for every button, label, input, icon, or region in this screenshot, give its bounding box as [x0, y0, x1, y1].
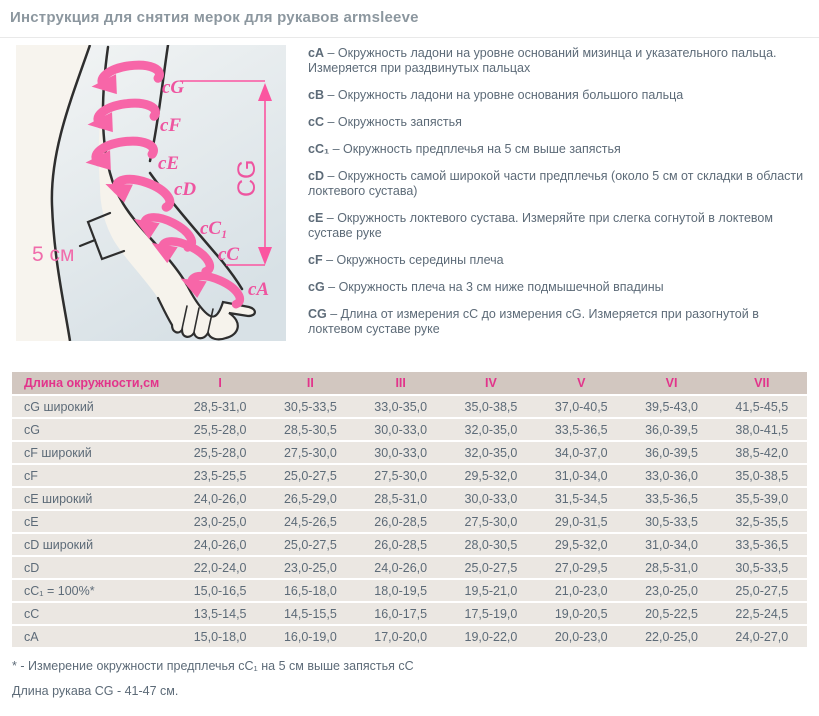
size-value: 22,0-25,0 — [626, 626, 716, 647]
row-label: cE — [12, 511, 175, 532]
size-value: 35,0-38,5 — [446, 396, 536, 417]
band-label-cD: cD — [174, 179, 197, 200]
band-label-cG: cG — [162, 77, 185, 98]
size-value: 31,5-34,5 — [536, 488, 626, 509]
size-value: 33,5-36,5 — [536, 419, 626, 440]
size-value: 17,5-19,0 — [446, 603, 536, 624]
size-value: 28,5-31,0 — [626, 557, 716, 578]
table-row — [12, 580, 807, 601]
band-label-cC1: cC₁ — [200, 218, 228, 239]
row-label: cA — [12, 626, 175, 647]
size-value: 13,5-14,5 — [175, 603, 265, 624]
measurement-description: cC₁ – Окружность предплечья на 5 см выше запястья — [308, 142, 621, 156]
size-value: 30,0-33,0 — [356, 442, 446, 463]
table-row — [12, 442, 807, 463]
size-value: 25,0-27,5 — [717, 580, 807, 601]
size-value: 27,5-30,0 — [265, 442, 355, 463]
size-value: 27,0-29,5 — [536, 557, 626, 578]
size-value: 30,5-33,5 — [265, 396, 355, 417]
row-label: cG — [12, 419, 175, 440]
measurement-code: cD — [308, 169, 324, 183]
size-value: 23,0-25,0 — [175, 511, 265, 532]
measurement-code: CG — [308, 307, 327, 321]
size-value: 28,0-30,5 — [446, 534, 536, 555]
size-column-header: V — [536, 372, 626, 394]
footnote-cc1: * - Измерение окружности предплечья cC₁ на 5 см выше запястья cC — [12, 659, 414, 673]
table-row — [12, 534, 807, 555]
size-value: 27,5-30,0 — [446, 511, 536, 532]
size-value: 36,0-39,5 — [626, 442, 716, 463]
measurement-description: cC – Окружность запястья — [308, 115, 462, 129]
size-value: 31,0-34,0 — [626, 534, 716, 555]
size-value: 26,0-28,5 — [356, 534, 446, 555]
measurement-description: cA – Окружность ладони на уровне оснований мизинца и указательного пальца. Измеряется при раздвинутых пальцах — [308, 46, 777, 75]
size-value: 35,5-39,0 — [717, 488, 807, 509]
size-column-header: IV — [446, 372, 536, 394]
size-value: 28,5-30,5 — [265, 419, 355, 440]
size-value: 24,5-26,5 — [265, 511, 355, 532]
size-value: 26,5-29,0 — [265, 488, 355, 509]
measurement-code: cB — [308, 88, 324, 102]
size-value: 18,0-19,5 — [356, 580, 446, 601]
size-value: 19,5-21,0 — [446, 580, 536, 601]
size-column-header: VI — [626, 372, 716, 394]
size-value: 23,0-25,0 — [626, 580, 716, 601]
cg-dimension-label: CG — [233, 159, 261, 197]
size-column-header: VII — [717, 372, 807, 394]
size-value: 32,0-35,0 — [446, 442, 536, 463]
measurement-code: cE — [308, 211, 324, 225]
arm-illustration-svg — [12, 45, 290, 341]
size-value: 19,0-20,5 — [536, 603, 626, 624]
band-label-cE: cE — [158, 153, 180, 174]
size-table — [12, 370, 807, 649]
band-label-cF: cF — [160, 115, 182, 136]
size-value: 30,5-33,5 — [626, 511, 716, 532]
size-value: 16,0-17,5 — [356, 603, 446, 624]
row-label: cD — [12, 557, 175, 578]
size-value: 39,5-43,0 — [626, 396, 716, 417]
measurement-description: cB – Окружность ладони на уровне основания большого пальца — [308, 88, 684, 102]
row-label: cD широкий — [12, 534, 175, 555]
size-column-header: I — [175, 372, 265, 394]
measure-column-header: Длина окружности,см — [12, 372, 175, 394]
size-column-header: III — [356, 372, 446, 394]
size-value: 33,5-36,5 — [717, 534, 807, 555]
measurement-description: cE – Окружность локтевого сустава. Измеряйте при слегка согнутой в локтевом суставе руке — [308, 211, 773, 240]
size-value: 24,0-27,0 — [717, 626, 807, 647]
size-table-body — [12, 396, 807, 647]
size-value: 24,0-26,0 — [175, 534, 265, 555]
table-row — [12, 603, 807, 624]
size-value: 29,5-32,0 — [446, 465, 536, 486]
instruction-section — [0, 38, 819, 365]
measurement-code: cC — [308, 115, 324, 129]
page-header — [0, 0, 819, 38]
size-value: 14,5-15,5 — [265, 603, 355, 624]
measurement-description: CG – Длина от измерения cC до измерения cG. Измеряется при разогнутой в локтевом суставе руке — [308, 307, 759, 336]
size-value: 17,0-20,0 — [356, 626, 446, 647]
size-value: 26,0-28,5 — [356, 511, 446, 532]
size-value: 23,5-25,5 — [175, 465, 265, 486]
size-value: 41,5-45,5 — [717, 396, 807, 417]
size-value: 36,0-39,5 — [626, 419, 716, 440]
footnotes — [12, 659, 807, 698]
size-value: 20,5-22,5 — [626, 603, 716, 624]
table-row — [12, 396, 807, 417]
size-value: 22,5-24,5 — [717, 603, 807, 624]
table-row — [12, 626, 807, 647]
measurement-descriptions — [290, 45, 807, 365]
size-value: 23,0-25,0 — [265, 557, 355, 578]
size-value: 15,0-18,0 — [175, 626, 265, 647]
size-value: 24,0-26,0 — [356, 557, 446, 578]
size-value: 30,0-33,0 — [356, 419, 446, 440]
size-value: 16,5-18,0 — [265, 580, 355, 601]
size-value: 35,0-38,5 — [717, 465, 807, 486]
measurement-code: cA — [308, 46, 324, 60]
size-value: 20,0-23,0 — [536, 626, 626, 647]
measurement-description: cG – Окружность плеча на 3 см ниже подмышечной впадины — [308, 280, 664, 294]
size-column-header: II — [265, 372, 355, 394]
size-value: 32,0-35,0 — [446, 419, 536, 440]
distance-note-label: 5 см — [32, 243, 75, 266]
size-value: 25,0-27,5 — [265, 465, 355, 486]
size-value: 24,0-26,0 — [175, 488, 265, 509]
row-label: cE широкий — [12, 488, 175, 509]
size-value: 25,0-27,5 — [265, 534, 355, 555]
size-value: 28,5-31,0 — [175, 396, 265, 417]
row-label: cG широкий — [12, 396, 175, 417]
size-value: 29,5-32,0 — [536, 534, 626, 555]
row-label: cF широкий — [12, 442, 175, 463]
measurement-code: cC₁ — [308, 142, 330, 156]
table-row — [12, 419, 807, 440]
size-value: 29,0-31,5 — [536, 511, 626, 532]
footnote-sleeve-length: Длина рукава CG - 41-47 см. — [12, 684, 179, 698]
size-value: 30,5-33,5 — [717, 557, 807, 578]
row-label: cF — [12, 465, 175, 486]
size-value: 33,0-36,0 — [626, 465, 716, 486]
size-value: 25,5-28,0 — [175, 419, 265, 440]
size-value: 25,5-28,0 — [175, 442, 265, 463]
measurement-description: cF – Окружность середины плеча — [308, 253, 504, 267]
table-row — [12, 511, 807, 532]
arm-measurement-illustration — [12, 45, 290, 341]
measurement-code: cG — [308, 280, 325, 294]
size-value: 22,0-24,0 — [175, 557, 265, 578]
size-value: 28,5-31,0 — [356, 488, 446, 509]
measurement-description: cD – Окружность самой широкой части предплечья (около 5 см от складки в области локтевого сустава) — [308, 169, 804, 198]
size-value: 32,5-35,5 — [717, 511, 807, 532]
table-row — [12, 557, 807, 578]
size-value: 25,0-27,5 — [446, 557, 536, 578]
size-value: 34,0-37,0 — [536, 442, 626, 463]
size-value: 33,5-36,5 — [626, 488, 716, 509]
size-value: 37,0-40,5 — [536, 396, 626, 417]
measurement-code: cF — [308, 253, 323, 267]
size-value: 30,0-33,0 — [446, 488, 536, 509]
size-value: 19,0-22,0 — [446, 626, 536, 647]
size-value: 38,0-41,5 — [717, 419, 807, 440]
size-value: 38,5-42,0 — [717, 442, 807, 463]
size-value: 31,0-34,0 — [536, 465, 626, 486]
size-table-header-row — [12, 372, 807, 394]
size-value: 27,5-30,0 — [356, 465, 446, 486]
page-title: Инструкция для снятия мерок для рукавов armsleeve — [10, 9, 419, 26]
row-label: cC₁ = 100%* — [12, 580, 175, 601]
size-value: 21,0-23,0 — [536, 580, 626, 601]
table-row — [12, 488, 807, 509]
size-value: 15,0-16,5 — [175, 580, 265, 601]
band-label-cA: cA — [248, 279, 270, 300]
table-row — [12, 465, 807, 486]
row-label: cC — [12, 603, 175, 624]
size-value: 16,0-19,0 — [265, 626, 355, 647]
band-label-cC: cC — [218, 244, 240, 265]
size-value: 33,0-35,0 — [356, 396, 446, 417]
